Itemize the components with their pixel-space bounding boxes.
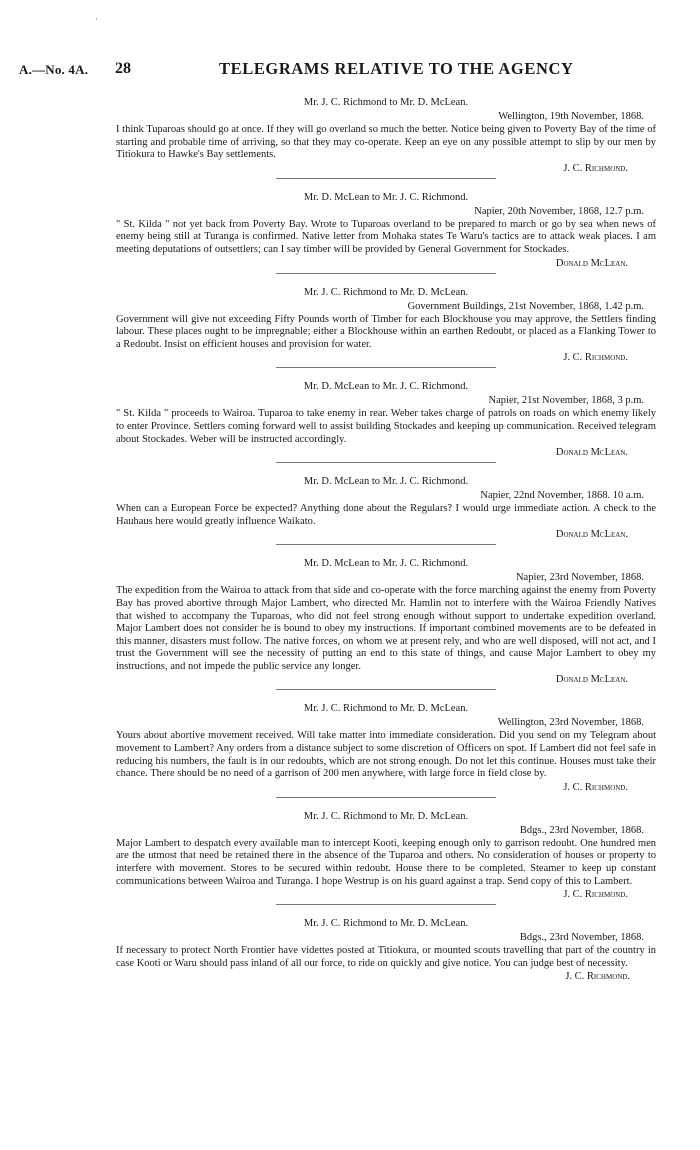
telegram-place-date: Napier, 20th November, 1868, 12.7 p.m. [474, 205, 644, 217]
telegram-2 [116, 191, 656, 274]
telegram-place-date: Napier, 23rd November, 1868. [515, 572, 644, 584]
telegram-signature: J. C. Richmond. [563, 162, 628, 174]
telegram-list [116, 96, 656, 996]
telegram-signature: J. C. Richmond. [563, 781, 628, 793]
telegram-signature: J. C. Richmond. [563, 352, 628, 364]
telegram-sender-recipient: Mr. D. McLean to Mr. J. C. Richmond. [303, 476, 469, 488]
telegram-place-date: Government Buildings, 21st November, 1868, 1.42 p.m. [407, 300, 644, 312]
telegram-sender-recipient: Mr. D. McLean to Mr. J. C. Richmond. [303, 191, 469, 203]
telegram-signature: Donald McLean. [555, 529, 628, 541]
telegram-place-date: Bdgs., 23rd November, 1868. [519, 932, 644, 944]
separator-rule [276, 904, 496, 905]
separator-rule [276, 544, 496, 545]
separator-rule [276, 689, 496, 690]
telegram-signature: Donald McLean. [555, 674, 628, 686]
telegram-place-date: Napier, 21st November, 1868, 3 p.m. [488, 395, 644, 407]
telegram-body: When can a European Force be expected? Anything done about the Regulars? I would urge immediate action. A check to the Hauhaus here would greatly influence Waikato. [116, 503, 656, 527]
telegram-sender-recipient: Mr. J. C. Richmond to Mr. D. McLean. [303, 810, 469, 822]
document-reference: A.—No. 4A. [19, 62, 89, 77]
telegram-sender-recipient: Mr. J. C. Richmond to Mr. D. McLean. [303, 918, 469, 930]
separator-rule [276, 273, 496, 274]
telegram-place-date: Bdgs., 23rd November, 1868. [519, 824, 644, 836]
telegram-body: " St. Kilda " proceeds to Wairoa. Tuparoa to take enemy in rear. Weber takes charge of patrols on roads on which enemy likely to enter Province. Settlers coming forward well to assist building Stockades and keeping up communication. Received telegram about Stockades. Weber will be instructed accordingly. [116, 408, 656, 445]
telegram-6 [116, 557, 656, 690]
telegram-signature: J. C. Richmond. [563, 889, 628, 901]
telegram-signature: Donald McLean. [555, 447, 628, 459]
separator-rule [276, 367, 496, 368]
telegram-sender-recipient: Mr. D. McLean to Mr. J. C. Richmond. [303, 558, 469, 570]
telegram-place-date: Wellington, 23rd November, 1868. [497, 717, 644, 729]
telegram-place-date: Wellington, 19th November, 1868. [498, 111, 644, 122]
telegram-body: If necessary to protect North Frontier have videttes posted at Titiokura, or mounted scouts travelling that part of the country in case Kooti or Waru should pass inland of all our force, to ride on quickly and give notice. You can judge best of necessity. [116, 945, 656, 969]
telegram-body: " St. Kilda " not yet back from Poverty Bay. Wrote to Tuparoas overland to be prepared to march or go by sea when news of enemy being still at Turanga is confirmed. Native letter from Mohaka states Te Waru's tactics are to attack weak places. I am meeting deputations of outsettlers; can I say timber will be provided by General Government for Stockades. [116, 218, 656, 255]
telegram-body: Yours about abortive movement received. Will take matter into immediate consideration. Did you send on my Telegram about movement to Lambert? Any orders from a distance subject to some discretion of Officers on spot. If Lambert did not feel safe in reducing his numbers, the fault is in our redoubts, which are not strong enough. Do not let this continue. Houses must take their chance. There should be no need of a garrison of 200 men anywhere, with large force in field close by. [116, 730, 656, 780]
telegram-3 [116, 286, 656, 369]
telegram-4 [116, 380, 656, 463]
telegram-sender-recipient: Mr. J. C. Richmond to Mr. D. McLean. [303, 286, 469, 298]
telegram-sender-recipient: Mr. D. McLean to Mr. J. C. Richmond. [303, 381, 469, 393]
telegram-5 [116, 475, 656, 545]
telegram-signature: J. C. Richmond. [565, 971, 630, 983]
telegram-body: I think Tuparoas should go at once. If they will go overland so much the better. Notice being given to Poverty Bay of the time of starting and probable time of arriving, so that they may co-operate. Keep an eye on any possible attempt to slip by our men by Titiokura to Hawke's Bay settlements. [116, 124, 656, 161]
telegram-sender-recipient: Mr. J. C. Richmond to Mr. D. McLean. [303, 97, 469, 108]
telegram-place-date: Napier, 22nd November, 1868. 10 a.m. [480, 490, 644, 502]
telegram-body: The expedition from the Wairoa to attack from that side and co-operate with the force marching against the enemy from Poverty Bay has proved abortive through Major Lambert, who directed Mr. Hamlin not to interfere with the Wairoa Friendly Natives that wished to accompany the Tuparoas, who did not feel strong enough without support to undertake expedition overland. Major Lambert does not consider he is bound to obey my instructions. If important combined movements are to be defeated in this manner, disasters must follow. The native forces, on whom we at present rely, and who are well disposed, will not act, and I trust the Government will see the necessity of putting an end to this state of things, and cause Major Lambert to obey my instructions, and not impede the public service any longer. [116, 585, 656, 672]
telegram-sender-recipient: Mr. J. C. Richmond to Mr. D. McLean. [303, 703, 469, 715]
telegram-body: Major Lambert to despatch every available man to intercept Kooti, keeping enough only to garrison redoubt. One hundred men are the utmost that need be retained there in the absence of the Tuparoa and others. No consideration of houses or property to interfere with movement. Stores to be secured within redoubt. House there to be completed. Steamer to keep up constant communications between Wairoa and Turanga. I hope Westrup is on his guard against a trap. Send copy of this to Lambert. [116, 837, 656, 887]
telegram-8 [116, 810, 656, 905]
page-mark: · [95, 14, 98, 24]
telegram-7 [116, 702, 656, 797]
page-number: 28 [115, 60, 131, 77]
separator-rule [276, 462, 496, 463]
telegram-9 [116, 917, 656, 984]
running-title: TELEGRAMS RELATIVE TO THE AGENCY [219, 59, 574, 78]
telegram-body: Government will give not exceeding Fifty Pounds worth of Timber for each Blockhouse you may approve, the Settlers finding labour. These places ought to be impregnable; either a Blockhouse within an earthen Redoubt, or placed as a Flanking Tower to a Redoubt. Insist on efficient houses and provision for water. [116, 313, 656, 350]
telegram-1 [116, 96, 656, 179]
separator-rule [276, 178, 496, 179]
separator-rule [276, 797, 496, 798]
page-header [19, 59, 679, 86]
telegram-signature: Donald McLean. [555, 257, 628, 269]
